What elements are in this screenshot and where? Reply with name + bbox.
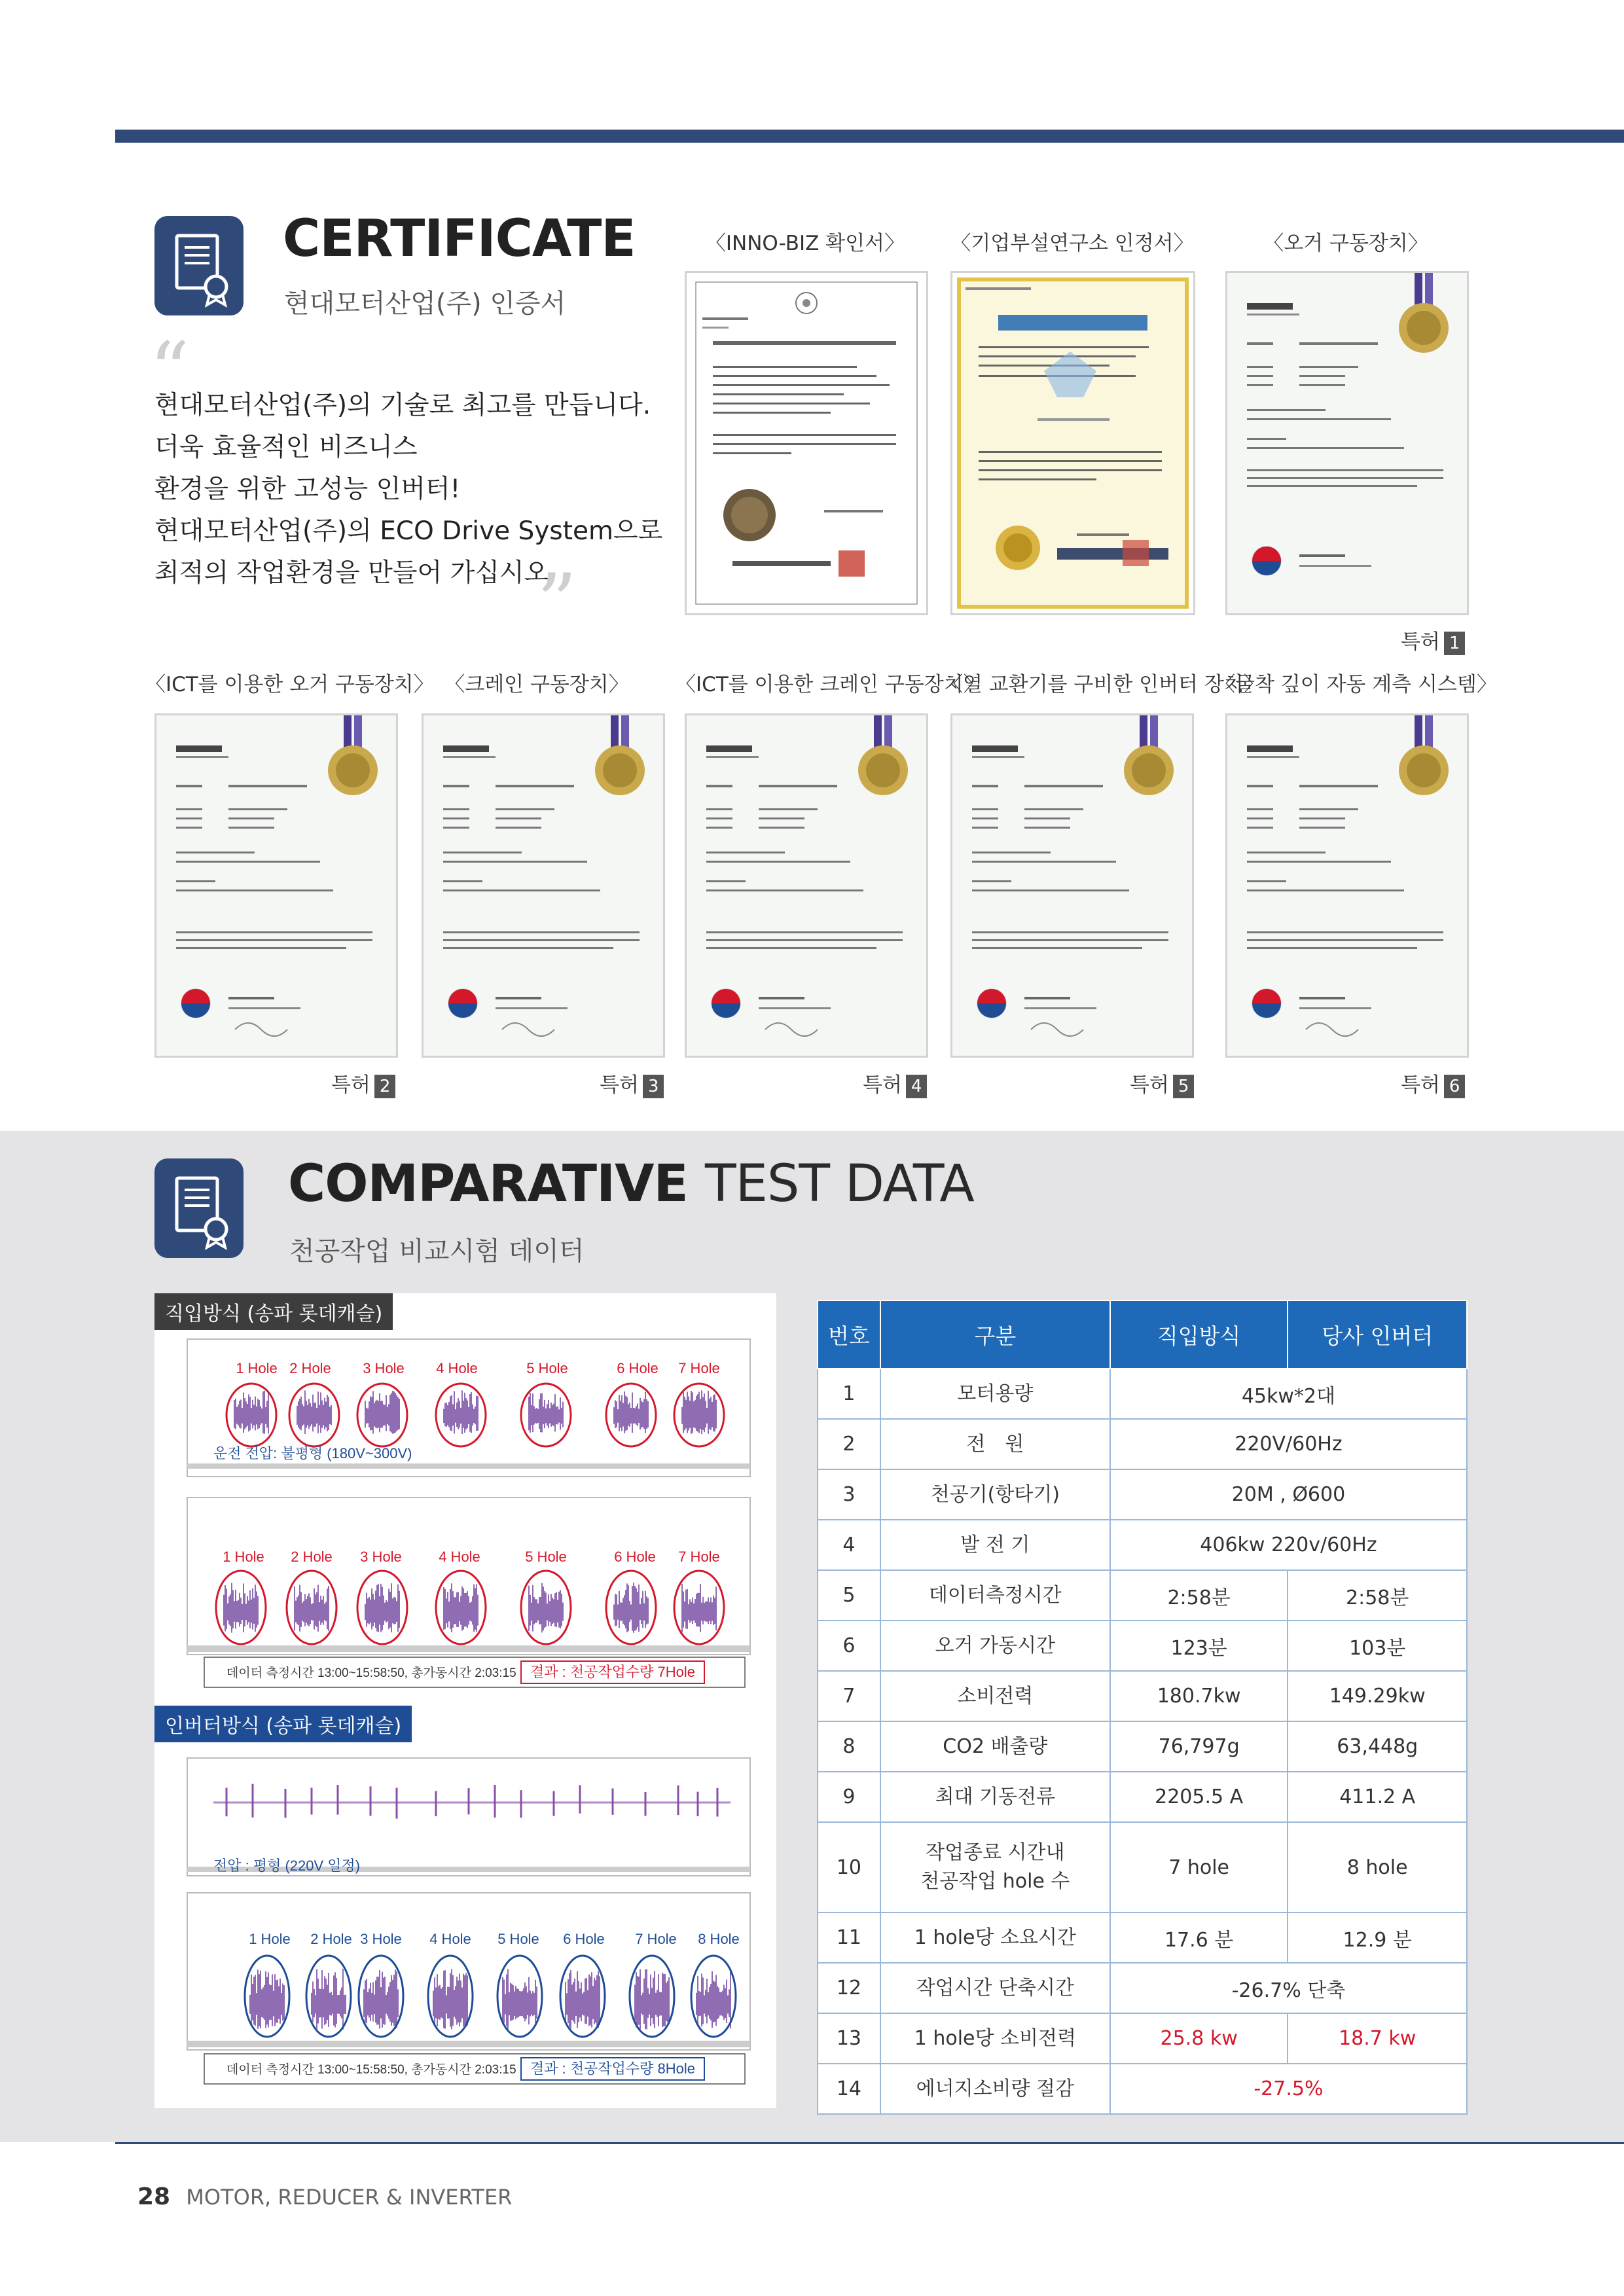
comparative-subtitle: 천공작업 비교시험 데이터 — [289, 1236, 585, 1266]
item-cell: 모터용량 — [880, 1369, 1110, 1419]
research-institute-certificate-image — [950, 271, 1195, 615]
inverter-value-cell: 12.9 분 — [1288, 1912, 1467, 1963]
inverter-value-cell: 103분 — [1288, 1621, 1467, 1671]
inverter-value-cell: 149.29kw — [1288, 1671, 1467, 1721]
hole-label: 3 Hole — [360, 1549, 402, 1565]
hole-label: 6 Hole — [617, 1360, 659, 1376]
inverter-value-cell: 8 hole — [1288, 1822, 1467, 1912]
item-cell: CO2 배출량 — [880, 1721, 1110, 1772]
patent-certificate-image — [154, 713, 398, 1058]
patent-label-text: 특허 — [863, 1073, 902, 1097]
hole-label: 6 Hole — [614, 1549, 656, 1565]
intro-line: 환경을 위한 고성능 인버터! — [154, 475, 461, 504]
comparative-title — [288, 1155, 974, 1213]
hole-label: 2 Hole — [310, 1931, 352, 1947]
header-cell: 구분 — [880, 1300, 1110, 1369]
intro-line: 현대모터산업(주)의 기술로 최고를 만듭니다. — [154, 391, 651, 420]
direct-result-text: 결과 : 천공작업수량 7Hole — [530, 1664, 695, 1680]
patent-certificate-image — [1225, 271, 1469, 615]
row-number-cell: 10 — [818, 1822, 880, 1912]
footer — [137, 2183, 512, 2210]
table-row — [818, 2013, 1467, 2064]
item-cell: 전 원 — [880, 1419, 1110, 1469]
inverter-value-cell: 63,448g — [1288, 1721, 1467, 1772]
patent-label-text: 특허 — [331, 1073, 370, 1097]
page-number: 28 — [137, 2183, 171, 2210]
patent-number-badge: 6 — [1444, 1075, 1466, 1098]
row-number-cell: 3 — [818, 1469, 880, 1520]
merged-value-cell: 406kw 220v/60Hz — [1110, 1520, 1467, 1570]
table-header-row — [818, 1300, 1467, 1369]
merged-value-cell: 220V/60Hz — [1110, 1419, 1467, 1469]
close-quote-icon: ” — [537, 558, 577, 649]
patent-number-badge: 1 — [1444, 632, 1466, 655]
table-row — [818, 1671, 1467, 1721]
row-number-cell: 5 — [818, 1570, 880, 1621]
top-rule — [115, 130, 1624, 143]
row-number-cell: 2 — [818, 1419, 880, 1469]
direct-value-cell: 123분 — [1110, 1621, 1288, 1671]
direct-value-cell: 180.7kw — [1110, 1671, 1288, 1721]
patent-certificate-image — [1225, 713, 1469, 1058]
patent-caption: 〈ICT를 이용한 오거 구동장치〉 — [145, 673, 434, 696]
patent-label-text: 특허 — [1401, 630, 1440, 654]
item-cell: 1 hole당 소요시간 — [880, 1912, 1110, 1963]
hole-label: 8 Hole — [698, 1931, 740, 1947]
direct-value-cell: 2205.5 A — [1110, 1772, 1288, 1822]
table-row — [818, 2064, 1467, 2114]
cert-caption: 〈INNO-BIZ 확인서〉 — [705, 232, 905, 255]
comparative-title-bold: COMPARATIVE — [288, 1155, 688, 1213]
hole-label: 5 Hole — [526, 1360, 568, 1376]
hole-label: 2 Hole — [291, 1549, 333, 1565]
item-cell: 천공기(항타기) — [880, 1469, 1110, 1520]
inverter-value-cell: 2:58분 — [1288, 1570, 1467, 1621]
direct-measure-text: 데이터 측정시간 13:00~15:58:50, 총가동시간 2:03:15 — [226, 1666, 516, 1680]
patent-caption: 〈열 교환기를 구비한 인버터 장치〉 — [943, 673, 1264, 696]
table-row — [818, 1369, 1467, 1419]
cert-caption: 〈기업부설연구소 인정서〉 — [950, 232, 1194, 255]
merged-value-cell: -27.5% — [1110, 2064, 1467, 2114]
patent-number-badge: 2 — [374, 1075, 396, 1098]
merged-value-cell: 20M , Ø600 — [1110, 1469, 1467, 1520]
hole-label: 5 Hole — [525, 1549, 567, 1565]
hole-label: 6 Hole — [563, 1931, 605, 1947]
item-cell: 최대 기동전류 — [880, 1772, 1110, 1822]
hole-label: 7 Hole — [678, 1549, 720, 1565]
table-row — [818, 1822, 1467, 1912]
inverter-voltage-label: 전압 : 평형 (220V 일정) — [213, 1857, 361, 1874]
inverter-measure-text: 데이터 측정시간 13:00~15:58:50, 총가동시간 2:03:15 — [226, 2063, 516, 2077]
item-cell: 발 전 기 — [880, 1520, 1110, 1570]
hole-label: 5 Hole — [497, 1931, 539, 1947]
merged-value-cell: -26.7% 단축 — [1110, 1963, 1467, 2013]
row-number-cell: 9 — [818, 1772, 880, 1822]
patent-number-label — [1130, 1068, 1194, 1098]
hole-label: 3 Hole — [360, 1931, 402, 1947]
footer-rule — [115, 2142, 1624, 2144]
item-cell: 작업시간 단축시간 — [880, 1963, 1110, 2013]
item-cell: 소비전력 — [880, 1671, 1110, 1721]
item-cell: 1 hole당 소비전력 — [880, 2013, 1110, 2064]
hole-label: 7 Hole — [678, 1360, 720, 1376]
patent-certificate-image — [422, 713, 665, 1058]
patent-number-badge: 4 — [906, 1075, 928, 1098]
comparative-title-light: TEST DATA — [704, 1155, 974, 1213]
intro-line: 더욱 효율적인 비즈니스 — [154, 433, 418, 462]
patent-number-badge: 5 — [1173, 1075, 1195, 1098]
patent-label-text: 특허 — [1130, 1073, 1169, 1097]
hole-label: 4 Hole — [436, 1360, 478, 1376]
patent-number-label — [863, 1068, 927, 1098]
inverter-value-cell: 411.2 A — [1288, 1772, 1467, 1822]
row-number-cell: 6 — [818, 1621, 880, 1671]
patent-certificate-image — [685, 713, 928, 1058]
hole-label: 2 Hole — [289, 1360, 331, 1376]
patent-number-label — [1401, 625, 1465, 655]
direct-value-cell: 7 hole — [1110, 1822, 1288, 1912]
hole-label: 4 Hole — [439, 1549, 480, 1565]
table-row — [818, 1419, 1467, 1469]
patent-number-label — [331, 1068, 395, 1098]
patent-certificate-image — [950, 713, 1194, 1058]
item-cell: 오거 가동시간 — [880, 1621, 1110, 1671]
row-number-cell: 7 — [818, 1671, 880, 1721]
table-row — [818, 1963, 1467, 2013]
certificate-subtitle: 현대모터산업(주) 인증서 — [284, 289, 566, 319]
header-cell: 번호 — [818, 1300, 880, 1369]
patent-caption: 〈ICT를 이용한 크레인 구동장치〉 — [676, 673, 984, 696]
hole-label: 3 Hole — [363, 1360, 405, 1376]
direct-value-cell: 76,797g — [1110, 1721, 1288, 1772]
row-number-cell: 12 — [818, 1963, 880, 2013]
comparison-table — [817, 1300, 1468, 2115]
row-number-cell: 13 — [818, 2013, 880, 2064]
patent-number-label — [1401, 1068, 1465, 1098]
patent-number-label — [600, 1068, 664, 1098]
hole-label: 7 Hole — [635, 1931, 677, 1947]
table-row — [818, 1772, 1467, 1822]
open-quote-icon: “ — [149, 326, 190, 417]
table-row — [818, 1912, 1467, 1963]
table-row — [818, 1570, 1467, 1621]
patent-caption: 〈굴착 깊이 자동 계측 시스템〉 — [1215, 673, 1497, 696]
innobiz-certificate-image — [685, 271, 928, 615]
table-row — [818, 1520, 1467, 1570]
table-row — [818, 1621, 1467, 1671]
inverter-value-cell: 18.7 kw — [1288, 2013, 1467, 2064]
row-number-cell: 4 — [818, 1520, 880, 1570]
patent-label-text: 특허 — [600, 1073, 639, 1097]
row-number-cell: 14 — [818, 2064, 880, 2114]
intro-line: 최적의 작업환경을 만들어 가십시오. — [154, 558, 557, 588]
direct-method-title: 직입방식 (송파 롯데캐슬) — [154, 1293, 393, 1330]
hole-label: 1 Hole — [223, 1549, 264, 1565]
footer-text: MOTOR, REDUCER & INVERTER — [186, 2185, 513, 2210]
row-number-cell: 1 — [818, 1369, 880, 1419]
hole-label: 1 Hole — [236, 1360, 278, 1376]
row-number-cell: 8 — [818, 1721, 880, 1772]
item-cell: 에너지소비량 절감 — [880, 2064, 1110, 2114]
hole-label: 1 Hole — [249, 1931, 291, 1947]
item-cell: 작업종료 시간내 천공작업 hole 수 — [880, 1822, 1110, 1912]
cert-caption: 〈오거 구동장치〉 — [1263, 232, 1428, 255]
certificate-icon — [154, 216, 244, 315]
merged-value-cell: 45kw*2대 — [1110, 1369, 1467, 1419]
patent-number-badge: 3 — [643, 1075, 664, 1098]
header-cell: 직입방식 — [1110, 1300, 1288, 1369]
row-number-cell: 11 — [818, 1912, 880, 1963]
table-row — [818, 1469, 1467, 1520]
patent-caption: 〈크레인 구동장치〉 — [444, 673, 629, 696]
hole-label: 4 Hole — [429, 1931, 471, 1947]
direct-value-cell: 25.8 kw — [1110, 2013, 1288, 2064]
comparative-icon — [154, 1158, 244, 1258]
direct-value-cell: 17.6 분 — [1110, 1912, 1288, 1963]
direct-voltage-label: 운전 전압: 불평형 (180V~300V) — [213, 1445, 412, 1462]
direct-value-cell: 2:58분 — [1110, 1570, 1288, 1621]
table-row — [818, 1721, 1467, 1772]
inverter-result-text: 결과 : 천공작업수량 8Hole — [530, 2060, 695, 2077]
patent-label-text: 특허 — [1401, 1073, 1440, 1097]
inverter-method-title: 인버터방식 (송파 롯데캐슬) — [154, 1706, 412, 1742]
item-cell: 데이터측정시간 — [880, 1570, 1110, 1621]
certificate-title: CERTIFICATE — [283, 209, 636, 268]
intro-line: 현대모터산업(주)의 ECO Drive System으로 — [154, 516, 663, 546]
header-cell: 당사 인버터 — [1288, 1300, 1467, 1369]
intro-text — [154, 385, 691, 594]
